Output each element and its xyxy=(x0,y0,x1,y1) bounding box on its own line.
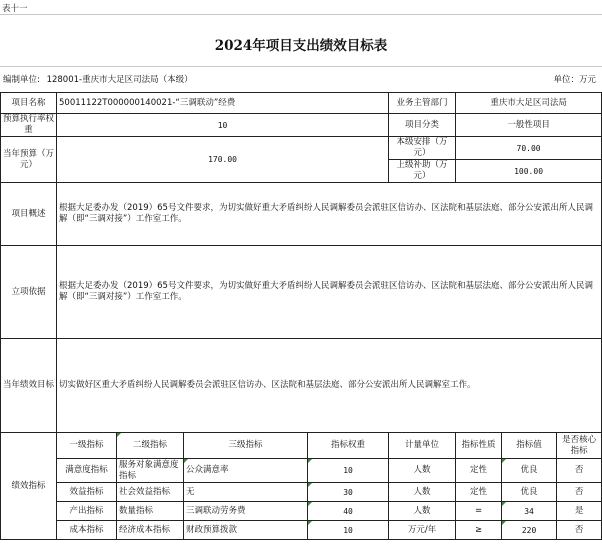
cell-level1: 成本指标 xyxy=(57,521,117,540)
goal-text: 切实做好区重大矛盾纠纷人民调解委员会派驻区信访办、区法院和基层法庭、部分公安派出所人民调解室工作。 xyxy=(57,339,602,433)
dept-label: 业务主管部门 xyxy=(389,93,456,114)
cell-nature: = xyxy=(456,502,502,521)
local-funding-value: 70.00 xyxy=(456,137,602,160)
cell-level3: 三调联动劳务费 xyxy=(184,502,308,521)
local-funding-label: 本级安排（万元） xyxy=(389,137,456,160)
cell-weight: 10 xyxy=(308,459,389,483)
indicators-label: 绩效指标 xyxy=(1,433,57,540)
cell-core: 是 xyxy=(557,502,602,521)
unit-value: 128001-重庆市大足区司法局（本级） xyxy=(46,75,193,85)
header-core: 是否核心指标 xyxy=(557,433,602,459)
cell-unit: 万元/年 xyxy=(389,521,456,540)
table-row xyxy=(1,459,602,483)
basis-label: 立项依据 xyxy=(1,246,57,339)
weight-value: 10 xyxy=(57,114,389,137)
cell-level3: 无 xyxy=(184,483,308,502)
page-title: 2024年项目支出绩效目标表 xyxy=(214,38,388,54)
cell-level2: 社会效益指标 xyxy=(117,483,184,502)
cell-value: 优良 xyxy=(502,459,557,483)
cell-level3: 财政预算拨款 xyxy=(184,521,308,540)
header-level2: 二级指标 xyxy=(117,433,184,459)
cell-value: 220 xyxy=(502,521,557,540)
cell-weight: 40 xyxy=(308,502,389,521)
cell-nature: 定性 xyxy=(456,459,502,483)
overview-label: 项目概述 xyxy=(1,183,57,246)
unit-info xyxy=(3,73,193,85)
cell-level1: 效益指标 xyxy=(57,483,117,502)
grid-line xyxy=(0,66,602,67)
header-level3: 三级指标 xyxy=(184,433,308,459)
header-unit: 计量单位 xyxy=(389,433,456,459)
cell-value: 34 xyxy=(502,502,557,521)
project-name-value: 50011122T000000140021-“三调联动”经费 xyxy=(57,93,389,114)
cell-level1: 产出指标 xyxy=(57,502,117,521)
cell-core: 否 xyxy=(557,521,602,540)
sheet-tag: 表十一 xyxy=(2,4,28,14)
budget-label: 当年预算（万元） xyxy=(1,137,57,183)
header-weight: 指标权重 xyxy=(308,433,389,459)
category-value: 一般性项目 xyxy=(456,114,602,137)
currency-unit: 单位：万元 xyxy=(553,75,596,85)
table-row xyxy=(1,483,602,502)
cell-core: 否 xyxy=(557,459,602,483)
overview-text: 根据大足委办发（2019）65号文件要求，为切实做好重大矛盾纠纷人民调解委员会派驻区信访办、区法院和基层法庭、部分公安派出所人民调解（即“三调对接”）工作室工作。 xyxy=(57,183,602,246)
header-nature: 指标性质 xyxy=(456,433,502,459)
cell-level2: 经济成本指标 xyxy=(117,521,184,540)
cell-level2: 服务对象满意度指标 xyxy=(117,459,184,483)
project-name-label: 项目名称 xyxy=(1,93,57,114)
cell-nature: 定性 xyxy=(456,483,502,502)
cell-unit: 人数 xyxy=(389,502,456,521)
header-level1: 一级指标 xyxy=(57,433,117,459)
performance-table xyxy=(0,92,602,540)
cell-level1: 满意度指标 xyxy=(57,459,117,483)
basis-text: 根据大足委办发（2019）65号文件要求，为切实做好重大矛盾纠纷人民调解委员会派驻区信访办、区法院和基层法庭、部分公安派出所人民调解（即“三调对接”）工作室工作。 xyxy=(57,246,602,339)
cell-weight: 30 xyxy=(308,483,389,502)
weight-label: 预算执行率权重 xyxy=(1,114,57,137)
upper-funding-label: 上级补助（万元） xyxy=(389,160,456,183)
cell-level2: 数量指标 xyxy=(117,502,184,521)
goal-label: 当年绩效目标 xyxy=(1,339,57,433)
grid-line xyxy=(0,14,602,15)
dept-value: 重庆市大足区司法局 xyxy=(456,93,602,114)
cell-unit: 人数 xyxy=(389,483,456,502)
unit-label: 编制单位: xyxy=(3,75,40,85)
budget-value: 170.00 xyxy=(57,137,389,183)
cell-value: 优良 xyxy=(502,483,557,502)
cell-unit: 人数 xyxy=(389,459,456,483)
cell-weight: 10 xyxy=(308,521,389,540)
cell-nature: ≥ xyxy=(456,521,502,540)
category-label: 项目分类 xyxy=(389,114,456,137)
upper-funding-value: 100.00 xyxy=(456,160,602,183)
cell-level3: 公众满意率 xyxy=(184,459,308,483)
header-value: 指标值 xyxy=(502,433,557,459)
table-row xyxy=(1,521,602,540)
table-row xyxy=(1,502,602,521)
cell-core: 否 xyxy=(557,483,602,502)
